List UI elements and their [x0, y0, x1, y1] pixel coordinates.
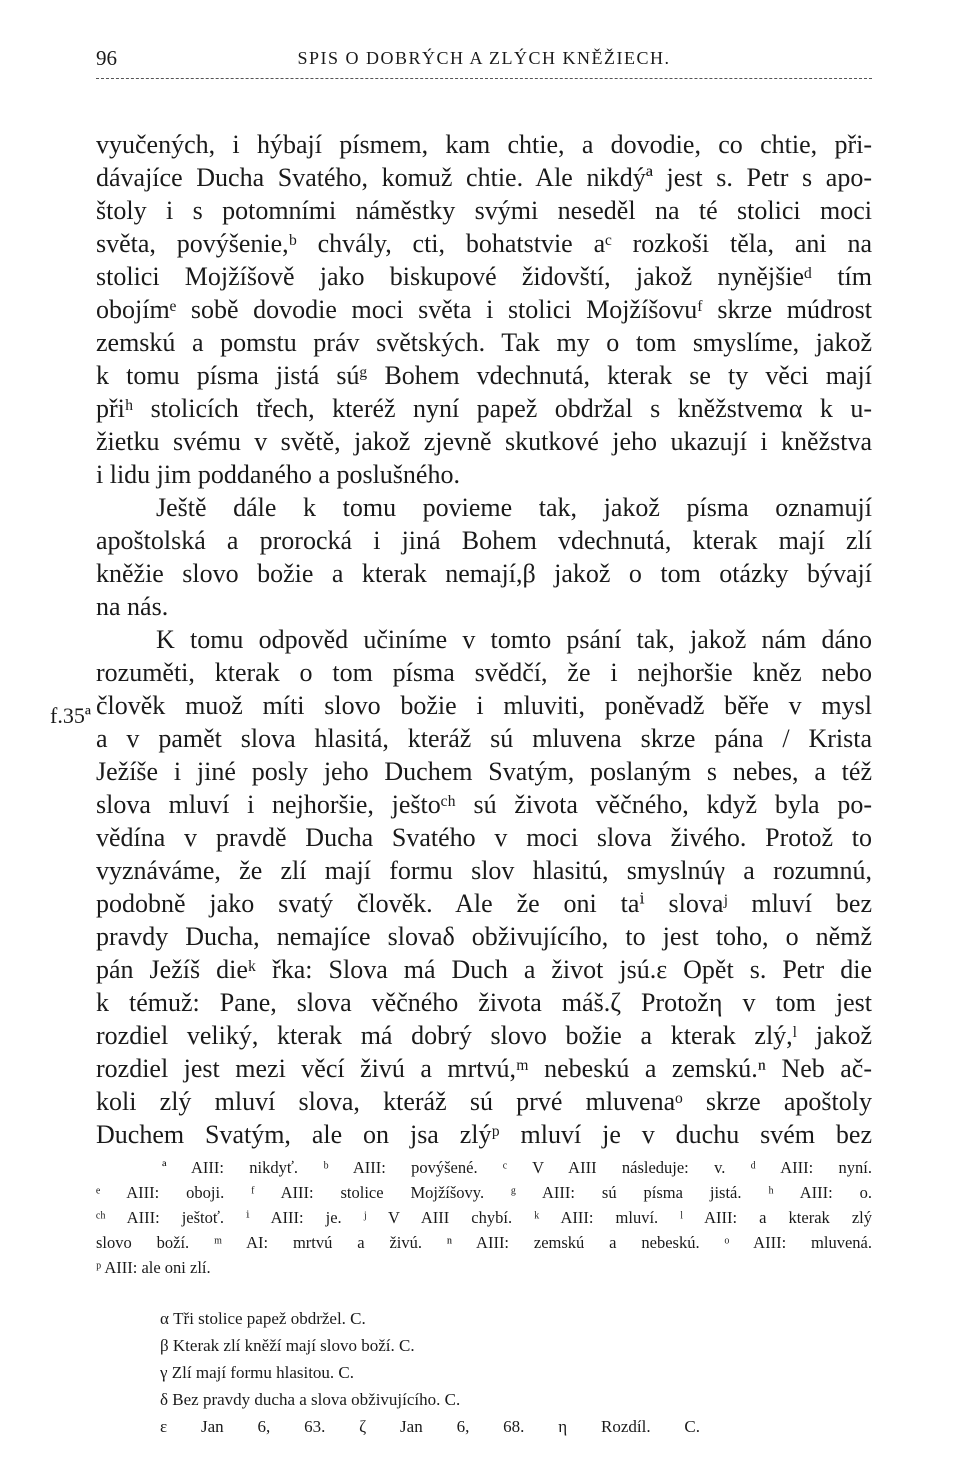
- text-line: koli zlý mluví slova, kteráž sú prvé mluvenaᵒ skrze apoštoly: [96, 1087, 872, 1116]
- page-number: 96: [96, 46, 117, 70]
- footnote-line: ª AIII: nikdyť. ᵇ AIII: povýšené. ᶜ V AIII následuje: v. ᵈ AIII: nyní.: [162, 1158, 872, 1177]
- text-line: dávajíce Ducha Svatého, komuž chtie. Ale nikdýª jest s. Petr s apo-: [96, 163, 872, 192]
- text-line: Duchem Svatým, ale on jsa zlýᵖ mluví je v duchu svém bez: [96, 1120, 872, 1149]
- marginal-note: β Kterak zlí kněží mají slovo boží. C.: [160, 1336, 415, 1355]
- marginal-notes: [160, 1305, 760, 1440]
- main-text: [96, 128, 872, 1151]
- running-title: SPIS O DOBRÝCH A ZLÝCH KNĚŽIECH.: [297, 48, 671, 68]
- marginal-note: α Tři stolice papež obdržel. C.: [160, 1309, 366, 1328]
- text-line: na nás.: [96, 592, 169, 621]
- page-header: [96, 46, 872, 74]
- folio-margin-note: f.35ª: [50, 703, 91, 728]
- text-line: štoly i s potomními náměstky svými neseděl na té stolici moci: [96, 196, 872, 225]
- text-line: rozdiel jest mezi věcí živú a mrtvú,ᵐ nebeskú a zemskú.ⁿ Neb ač-: [96, 1054, 872, 1083]
- marginal-note: δ Bez pravdy ducha a slova obživujícího. C.: [160, 1390, 461, 1409]
- text-line: stolici Mojžíšově jako biskupové židovští, jakož nynějšieᵈ tím: [96, 262, 872, 291]
- footnotes: [96, 1155, 872, 1280]
- text-line: vyučených, i hýbají písmem, kam chtie, a dovodie, co chtie, při-: [96, 130, 872, 159]
- text-line: i lidu jim poddaného a poslušného.: [96, 460, 460, 489]
- text-line: vědína v pravdě Ducha Svatého v moci slova živého. Protož to: [96, 823, 872, 852]
- text-line: apoštolská a prorocká i jiná Bohem vdechnutá, kterak mají zlí: [96, 526, 872, 555]
- text-line: přiʰ stolicích třech, kteréž nyní papež obdržal s kněžstvemα k u-: [96, 394, 872, 423]
- text-line: a v pamět slova hlasitá, kteráž sú mluvena skrze pána / Krista: [96, 724, 872, 753]
- marginal-note: ε Jan 6, 63. ζ Jan 6, 68. η Rozdíl. C.: [160, 1417, 700, 1436]
- text-line: rozdiel veliký, kterak má dobrý slovo božie a kterak zlý,ˡ jakož: [96, 1021, 872, 1050]
- text-line: žietku svému v světě, jakož zjevně skutkové jeho ukazují i kněžstva: [96, 427, 872, 456]
- text-line: rozuměti, kterak o tom písma svědčí, že i nejhoršie kněz nebo: [96, 658, 872, 687]
- footnote-line: ᵖ AIII: ale oni zlí.: [96, 1258, 211, 1277]
- marginal-note: γ Zlí mají formu hlasitou. C.: [160, 1363, 355, 1382]
- text-line: Ježíše i jiné posly jeho Duchem Svatým, poslaným s nebes, a též: [96, 757, 872, 786]
- footnote-line: slovo boží. ᵐ AI: mrtvú a živú. ⁿ AIII: zemskú a nebeskú. ᵒ AIII: mluvená.: [96, 1233, 872, 1252]
- text-line: kněžie slovo božie a kterak nemají,β jakož o tom otázky bývají: [96, 559, 872, 588]
- text-line: k témuž: Pane, slova věčného života máš.ζ Protožη v tom jest: [96, 988, 872, 1017]
- text-line: světa, povýšenie,ᵇ chvály, cti, bohatstvie aᶜ rozkoši těla, ani na: [96, 229, 872, 258]
- text-line: pravdy Ducha, nemajíce slovaδ obživujícího, to jest toho, o němž: [96, 922, 872, 951]
- text-line: člověk muož míti slovo božie i mluviti, poněvadž běře v mysl: [96, 691, 872, 720]
- text-line: obojímᵉ sobě dovodie moci světa i stolici Mojžíšovuᶠ skrze múdrost: [96, 295, 872, 324]
- text-line: k tomu písma jistá súᵍ Bohem vdechnutá, kterak se ty věci mají: [96, 361, 872, 390]
- text-line: zemskú a pomstu práv světských. Tak my o tom smyslíme, jakož: [96, 328, 872, 357]
- text-line: vyznáváme, že zlí mají formu slov hlasitú, smyslnúγ a rozumnú,: [96, 856, 872, 885]
- text-line: slova mluví i nejhoršie, ještoᶜʰ sú života věčného, když byla po-: [96, 790, 872, 819]
- header-rule: [96, 78, 872, 79]
- text-line: pán Ježíš dieᵏ řka: Slova má Duch a život jsú.ε Opět s. Petr die: [96, 955, 872, 984]
- text-line: Ještě dále k tomu povieme tak, jakož písma oznamují: [156, 493, 872, 522]
- text-line: K tomu odpověd učiníme v tomto psání tak, jakož nám dáno: [156, 625, 872, 654]
- footnote-line: ᶜʰ AIII: ještoť. ⁱ AIII: je. ʲ V AIII chybí. ᵏ AIII: mluví. ˡ AIII: a kterak zlý: [96, 1208, 872, 1227]
- text-line: podobně jako svatý člověk. Ale že oni taⁱ slovaʲ mluví bez: [96, 889, 872, 918]
- footnote-line: ᵉ AIII: oboji. ᶠ AIII: stolice Mojžíšovy. ᵍ AIII: sú písma jistá. ʰ AIII: o.: [96, 1183, 872, 1202]
